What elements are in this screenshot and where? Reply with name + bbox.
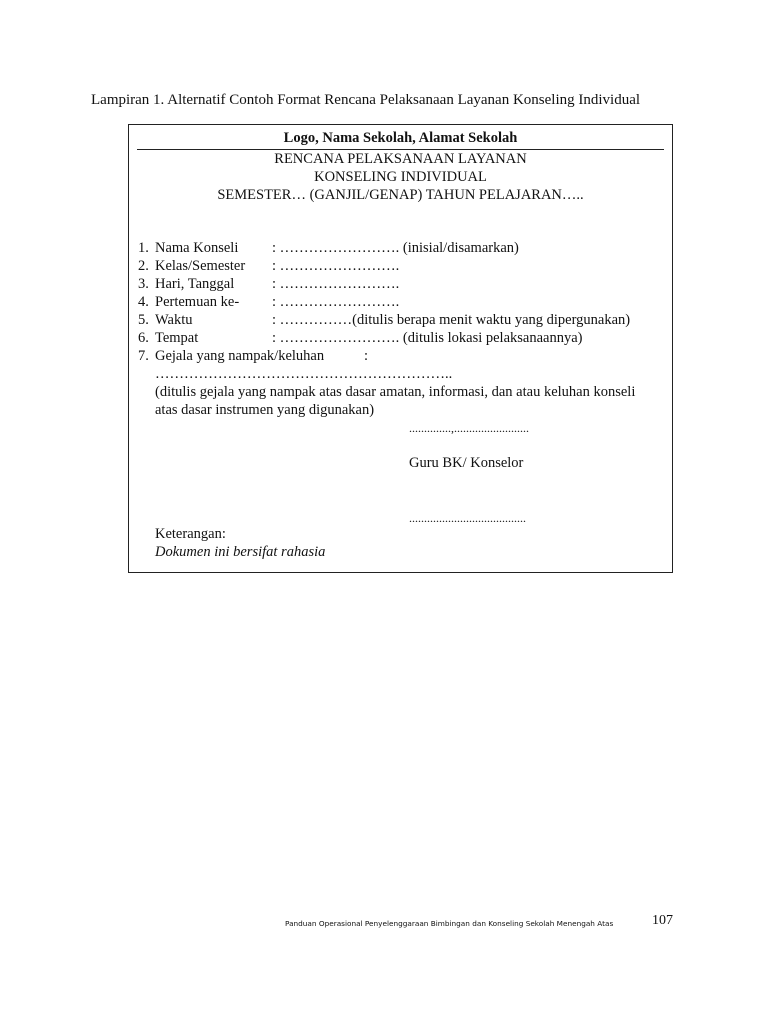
symptom-note-line-1: (ditulis gejala yang nampak atas dasar amatan, informasi, dan atau keluhan konseli <box>155 384 636 400</box>
header-divider <box>137 149 664 150</box>
form-title-line-3: SEMESTER… (GANJIL/GENAP) TAHUN PELAJARAN….. <box>217 187 584 203</box>
item-label: Tempat <box>155 330 199 346</box>
item-value: : ……………………. (inisial/disamarkan) <box>272 240 519 256</box>
item-value: : ……………………. <box>272 276 400 292</box>
form-box <box>128 124 673 573</box>
form-title-line-2: KONSELING INDIVIDUAL <box>314 169 487 185</box>
item-number: 4. <box>138 294 149 310</box>
page-caption: Lampiran 1. Alternatif Contoh Format Rencana Pelaksanaan Layanan Konseling Individual <box>91 92 641 108</box>
page-number: 107 <box>652 913 673 928</box>
form-header: Logo, Nama Sekolah, Alamat Sekolah <box>283 130 518 146</box>
symptom-note-line-2: atas dasar instrumen yang digunakan) <box>155 402 375 418</box>
note-label: Keterangan: <box>155 526 226 542</box>
item-number: 1. <box>138 240 149 256</box>
form-title-line-1: RENCANA PELAKSANAAN LAYANAN <box>274 151 527 167</box>
item-number: 5. <box>138 312 149 328</box>
footer-title: Panduan Operasional Penyelenggaraan Bimbingan dan Konseling Sekolah Menengah Atas <box>285 919 614 928</box>
place-date-field: ..............,......................... <box>409 421 529 435</box>
item-label: Gejala yang nampak/keluhan <box>155 348 325 364</box>
symptom-dots: …………………………………………………….. <box>155 366 453 382</box>
item-value: : ……………(ditulis berapa menit waktu yang dipergunakan) <box>272 312 631 328</box>
item-label: Pertemuan ke- <box>155 294 240 310</box>
item-number: 3. <box>138 276 149 292</box>
item-value: : <box>364 348 369 364</box>
item-label: Waktu <box>155 312 193 328</box>
item-value: : ……………………. (ditulis lokasi pelaksanaannya) <box>272 330 583 346</box>
item-label: Nama Konseli <box>155 240 239 256</box>
item-label: Hari, Tanggal <box>155 276 235 292</box>
item-value: : ……………………. <box>272 258 400 274</box>
item-label: Kelas/Semester <box>155 258 246 274</box>
item-number: 6. <box>138 330 149 346</box>
item-number: 7. <box>138 348 149 364</box>
signature-field: ....................................... <box>409 511 526 525</box>
item-value: : ……………………. <box>272 294 400 310</box>
item-number: 2. <box>138 258 149 274</box>
signer-role: Guru BK/ Konselor <box>409 455 524 471</box>
note-text: Dokumen ini bersifat rahasia <box>155 544 326 560</box>
